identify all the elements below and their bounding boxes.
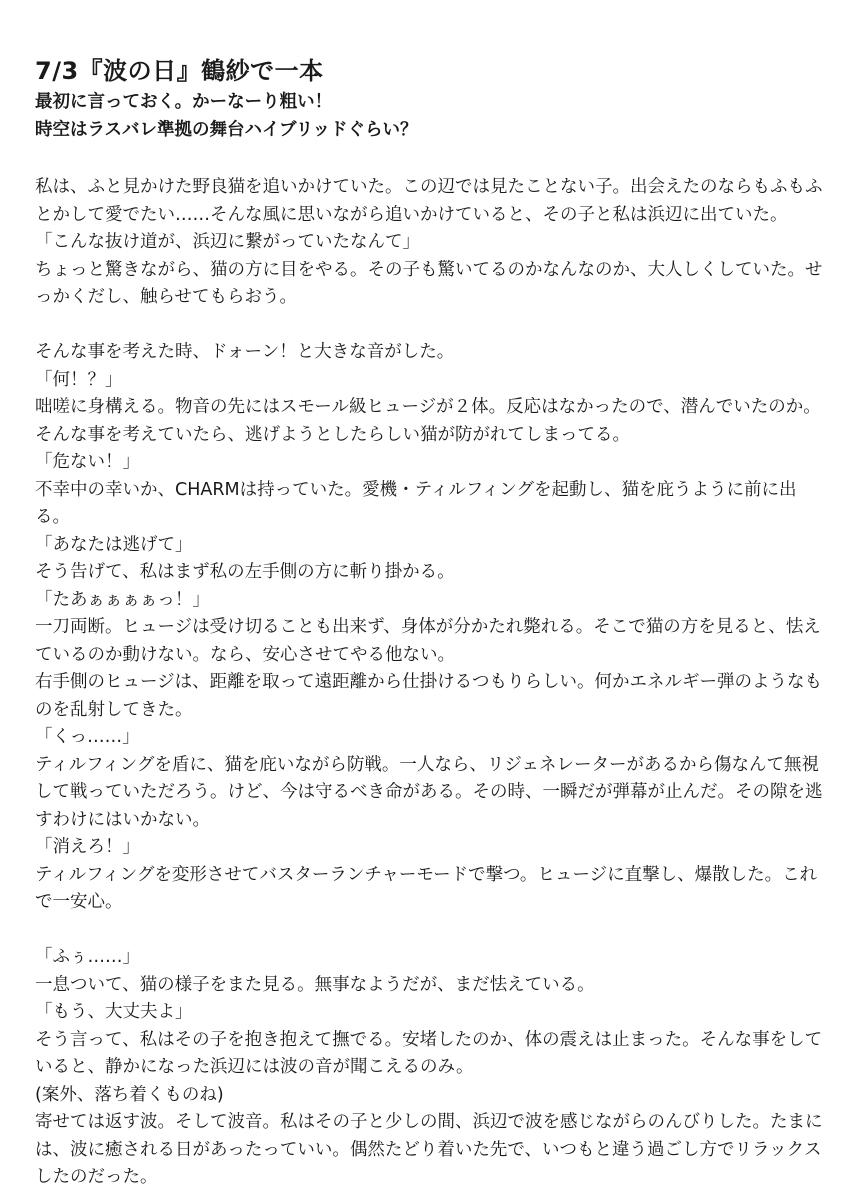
story-paragraph: 寄せては返す波。そして波音。私はその子と少しの間、浜辺で波を感じながらのんびりした。たまには、波に癒される日があったっていい。偶然たどり着いた先で、いつもと違う過ごし方でリラックスしたのだった。 xyxy=(35,1112,823,1187)
story-paragraph: ちょっと驚きながら、猫の方に目をやる。その子も驚いてるのかなんなのか、大人しくしていた。せっかくだし、触らせてもらおう。 xyxy=(35,259,823,307)
story-body xyxy=(35,174,825,1192)
story-section xyxy=(35,174,825,312)
story-dialogue: 「もう、大丈夫よ」 xyxy=(35,1002,193,1022)
story-dialogue: 「何！？」 xyxy=(35,369,123,390)
story-paragraph: 咄嗟に身構える。物音の先にはスモール級ヒュージが２体。反応はなかったので、潜んでいたのか。そんな事を考えていたら、逃げようとしたらしい猫が防がれてしまってる。 xyxy=(35,397,821,445)
document-title: 7/3『波の日』鶴紗で一本 xyxy=(35,57,324,85)
subtitle-line: 時空はラスバレ準拠の舞台ハイブリッドぐらい？ xyxy=(35,120,418,140)
story-dialogue: 「くっ……」 xyxy=(35,727,140,747)
story-paragraph: 不幸中の幸いか、CHARMは持っていた。愛機・ティルフィングを起動し、猫を庇うように前に出る。 xyxy=(35,479,797,527)
story-paragraph: そんな事を考えた時、ドォーン！と大きな音がした。 xyxy=(35,342,455,362)
story-dialogue: 「たあぁぁぁぁっ！」 xyxy=(35,589,210,610)
story-paragraph: そう告げて、私はまず私の左手側の方に斬り掛かる。 xyxy=(35,562,455,582)
story-dialogue: 「消えろ！」 xyxy=(35,837,140,857)
story-paragraph: 私は、ふと見かけた野良猫を追いかけていた。この辺では見たことない子。出会えたのならもふもふとかして愛でたい……そんな風に思いながら追いかけていると、その子と私は浜辺に出ていた。 xyxy=(35,177,823,225)
spacer xyxy=(35,312,825,340)
spacer xyxy=(35,917,825,945)
story-dialogue: 「ふぅ……」 xyxy=(35,947,140,967)
story-paragraph: 一息ついて、猫の様子をまた見る。無事なようだが、まだ怯えている。 xyxy=(35,974,595,995)
story-thought: (案外、落ち着くものね) xyxy=(35,1084,224,1105)
story-paragraph: 右手側のヒュージは、距離を取って遠距離から仕掛けるつもりらしい。何かエネルギー弾のようなものを乱射してきた。 xyxy=(35,672,822,720)
spacer xyxy=(35,144,849,174)
story-paragraph: 一刀両断。ヒュージは受け切ることも出来ず、身体が分かたれ斃れる。そこで猫の方を見ると、怯えているのか動けない。なら、安心させてやる他ない。 xyxy=(35,617,821,665)
subtitle-line: 最初に言っておく。かーなーり粗い！ xyxy=(35,92,333,112)
story-section xyxy=(35,339,825,917)
story-dialogue: 「こんな抜け道が、浜辺に繋がっていたなんて」 xyxy=(35,232,420,252)
story-paragraph: ティルフィングを変形させてバスターランチャーモードで撃つ。ヒュージに直撃し、爆散した。これで一安心。 xyxy=(35,864,818,912)
story-section xyxy=(35,944,825,1192)
story-dialogue: 「あなたは逃げて」 xyxy=(35,534,193,555)
story-paragraph: そう言って、私はその子を抱き抱えて撫でる。安堵したのか、体の震えは止まった。そんな事をしていると、静かになった浜辺には波の音が聞こえるのみ。 xyxy=(35,1029,823,1077)
story-dialogue: 「危ない！」 xyxy=(35,452,140,472)
story-paragraph: ティルフィングを盾に、猫を庇いながら防戦。一人なら、リジェネレーターがあるから傷なんて無視して戦っていただろう。けど、今は守るべき命がある。その時、一瞬だが弾幕が止んだ。その隙を逃すわけにはいかない。 xyxy=(35,754,823,830)
